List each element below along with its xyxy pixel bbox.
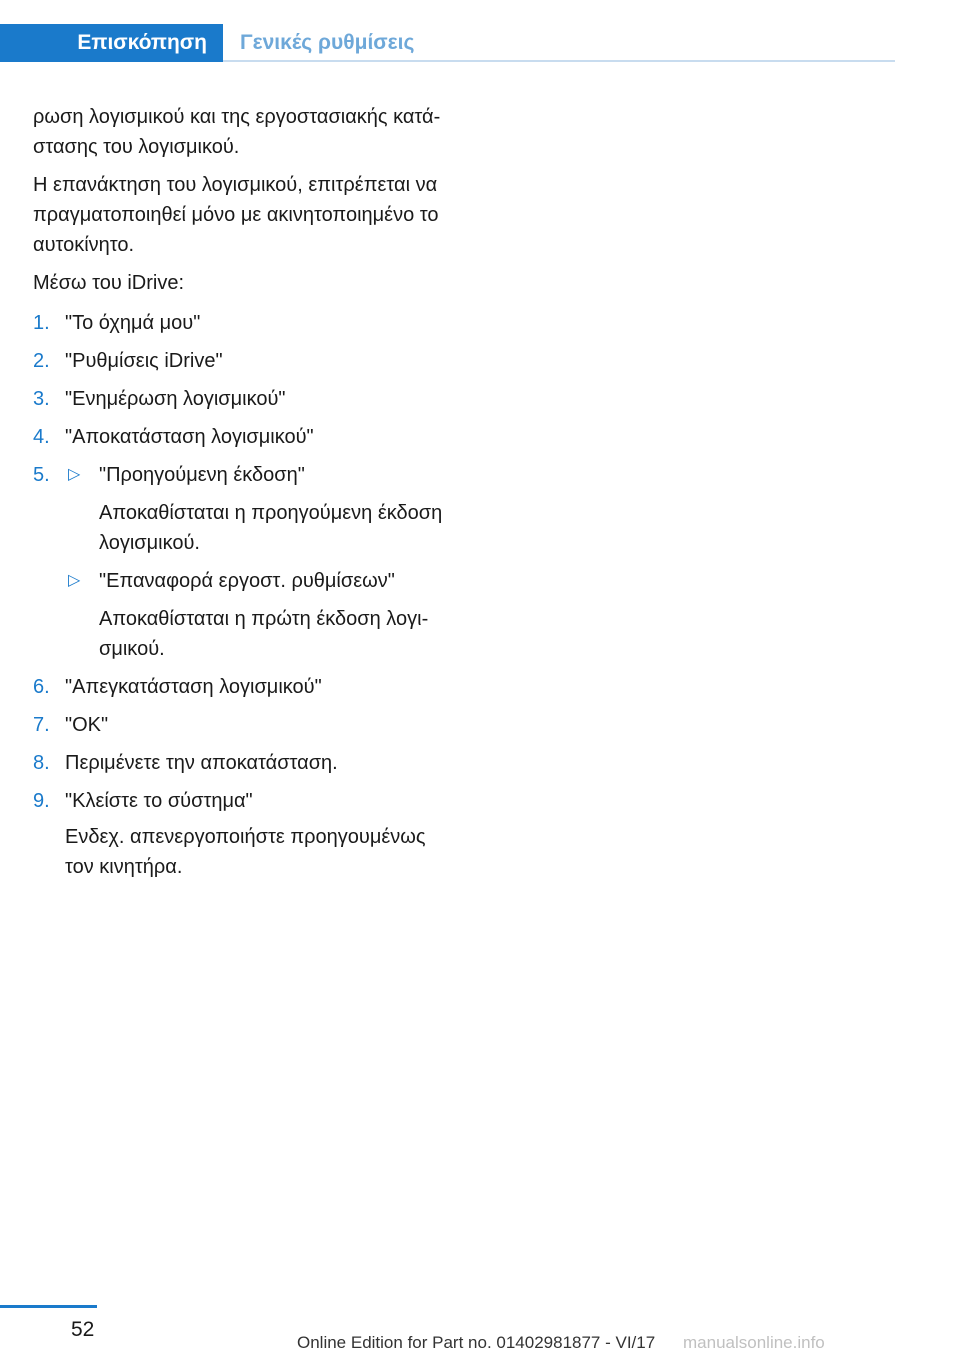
step-item <box>33 422 453 452</box>
main-content <box>33 102 453 890</box>
step-note: Ενδεχ. απενεργοποιήστε προηγουμένως τον κινητήρα. <box>65 826 426 878</box>
header-divider <box>223 60 895 62</box>
edition-footer: Online Edition for Part no. 01402981877 - VI/17 <box>297 1333 656 1352</box>
paragraph-continuation: ρωση λογισμικού και της εργοστασιακής κατάστασης του λογισμικού. <box>33 106 441 158</box>
step-item <box>33 748 453 778</box>
step-item <box>33 384 453 414</box>
step-text: "OK" <box>65 714 109 736</box>
step-item <box>33 308 453 338</box>
step-item <box>33 672 453 702</box>
sub-option <box>65 566 453 664</box>
triangle-bullet-icon: ▷ <box>68 466 81 483</box>
step-text: "Αποκατάσταση λογισμικού" <box>65 426 314 448</box>
tab-general-settings[interactable]: Γενικές ρυθμίσεις <box>240 31 415 54</box>
step-item <box>33 460 453 664</box>
step-number: 6. <box>33 676 50 698</box>
step-text: "Ενημέρωση λογισμικού" <box>65 388 286 410</box>
page-number: 52 <box>71 1318 95 1341</box>
header-bar <box>0 24 895 62</box>
sub-option-label: "Προηγούμενη έκδοση" <box>99 464 305 486</box>
footer-accent-line <box>0 1305 97 1308</box>
step-text: Περιμένετε την αποκατάσταση. <box>65 752 338 774</box>
step-number: 2. <box>33 350 50 372</box>
steps-list <box>33 308 453 882</box>
step-item <box>33 710 453 740</box>
step-text: "Ρυθμίσεις iDrive" <box>65 350 223 372</box>
step-number: 9. <box>33 790 50 812</box>
sub-option-label: "Επαναφορά εργοστ. ρυθμίσεων" <box>99 570 395 592</box>
step-number: 1. <box>33 312 50 334</box>
triangle-bullet-icon: ▷ <box>68 572 81 589</box>
step-text: "Κλείστε το σύστημα" <box>65 790 253 812</box>
step-number: 7. <box>33 714 50 736</box>
step-item <box>33 346 453 376</box>
step-number: 3. <box>33 388 50 410</box>
step-number: 8. <box>33 752 50 774</box>
step-text: "Το όχημά μου" <box>65 312 201 334</box>
tab-overview[interactable]: Επισκόπηση <box>0 24 223 62</box>
paragraph-restore-note: Η επανάκτηση του λογισμικού, επιτρέπεται να πραγματοποιηθεί μόνο με ακινητοποιημένο το αυτοκίνητο. <box>33 174 439 256</box>
step-number: 5. <box>33 464 50 486</box>
step-item <box>33 786 453 882</box>
sub-option <box>65 460 453 558</box>
step-number: 4. <box>33 426 50 448</box>
intro-text: Μέσω του iDrive: <box>33 272 184 294</box>
sub-option-description: Αποκαθίσταται η πρώτη έκδοση λογισμικού. <box>99 608 429 660</box>
step-text: "Απεγκατάσταση λογισμικού" <box>65 676 322 698</box>
watermark: manualsonline.info <box>683 1333 825 1352</box>
sub-option-description: Αποκαθίσταται η προηγούμενη έκδοση λογισμικού. <box>99 502 443 554</box>
